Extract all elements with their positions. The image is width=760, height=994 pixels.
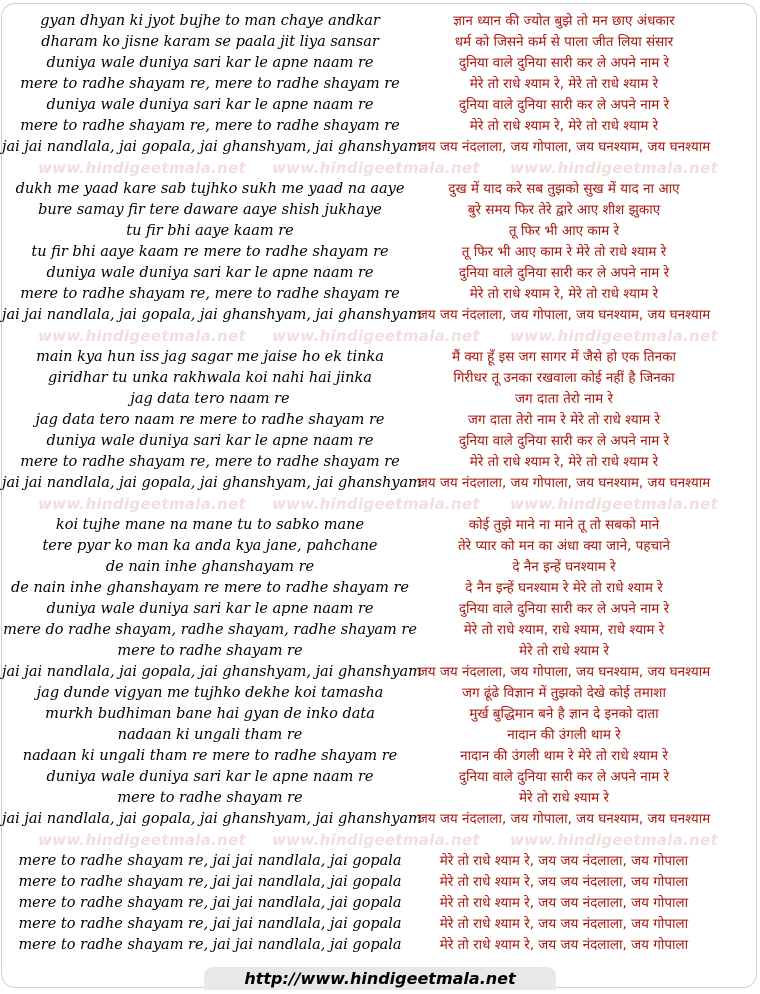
lyric-line bbox=[0, 599, 760, 620]
lyric-hindi: ज्ञान ध्यान की ज्योत बुझे तो मन छाए अंधकार bbox=[453, 13, 675, 29]
lyric-line bbox=[0, 95, 760, 116]
lyric-line bbox=[0, 662, 760, 683]
lyric-line bbox=[0, 74, 760, 95]
lyric-line bbox=[0, 452, 760, 473]
watermark-text: www.hindigeetmala.net bbox=[510, 159, 718, 177]
watermark-text: www.hindigeetmala.net bbox=[272, 495, 480, 513]
lyric-line bbox=[0, 809, 760, 830]
lyric-hindi: मेरे तो राधे श्याम रे, जय जय नंदलाला, जय गोपाला bbox=[439, 916, 689, 932]
lyric-hindi: जग दाता तेरो नाम रे मेरे तो राधे श्याम रे bbox=[467, 412, 661, 428]
lyric-english: jai jai nandlala, jai gopala, jai ghanshyam, jai ghanshyam bbox=[2, 664, 422, 680]
lyric-hindi: दे नैन इन्हें घनश्याम रे मेरे तो राधे श्याम रे bbox=[465, 580, 663, 596]
lyric-line bbox=[0, 473, 760, 494]
lyric-line bbox=[0, 767, 760, 788]
lyric-hindi: मुर्ख बुद्धिमान बने है ज्ञान दे इनको दाता bbox=[469, 706, 659, 722]
lyric-english: mere to radhe shayam re bbox=[117, 643, 303, 659]
lyric-line bbox=[0, 32, 760, 53]
lyric-english: nadaan ki ungali tham re bbox=[117, 727, 303, 743]
watermark-text: www.hindigeetmala.net bbox=[272, 159, 480, 177]
lyric-hindi: नादान की उंगली थाम रे bbox=[507, 727, 621, 743]
lyric-english: jag data tero naam re bbox=[130, 391, 290, 407]
lyric-hindi: दुनिया वाले दुनिया सारी कर ले अपने नाम रे bbox=[458, 97, 670, 113]
lyric-english: duniya wale duniya sari kar le apne naam re bbox=[46, 433, 374, 449]
lyric-english: jai jai nandlala, jai gopala, jai ghanshyam, jai ghanshyam bbox=[2, 475, 422, 491]
lyric-line bbox=[0, 641, 760, 662]
lyric-line bbox=[0, 515, 760, 536]
site-url-footer[interactable]: http://www.hindigeetmala.net bbox=[204, 967, 556, 990]
lyric-hindi: जय जय नंदलाला, जय गोपाला, जय घनश्याम, जय घनश्याम bbox=[417, 664, 711, 680]
lyric-english: gyan dhyan ki jyot bujhe to man chaye andkar bbox=[40, 13, 380, 29]
lyric-english: duniya wale duniya sari kar le apne naam re bbox=[46, 265, 374, 281]
watermark-text: www.hindigeetmala.net bbox=[38, 327, 246, 345]
lyric-hindi: जय जय नंदलाला, जय गोपाला, जय घनश्याम, जय घनश्याम bbox=[417, 139, 711, 155]
lyric-hindi: तू फिर भी आए काम रे मेरे तो राधे श्याम रे bbox=[461, 244, 667, 260]
lyric-hindi: दुनिया वाले दुनिया सारी कर ले अपने नाम रे bbox=[458, 769, 670, 785]
lyric-line bbox=[0, 179, 760, 200]
lyric-english: jai jai nandlala, jai gopala, jai ghanshyam, jai ghanshyam bbox=[2, 811, 422, 827]
lyric-line bbox=[0, 242, 760, 263]
lyric-english: jag data tero naam re mere to radhe shayam re bbox=[35, 412, 385, 428]
lyric-line bbox=[0, 872, 760, 893]
lyric-line bbox=[0, 914, 760, 935]
lyric-line bbox=[0, 11, 760, 32]
lyric-line bbox=[0, 620, 760, 641]
lyric-line bbox=[0, 410, 760, 431]
lyric-line bbox=[0, 116, 760, 137]
lyric-english: mere to radhe shayam re, jai jai nandlala, jai gopala bbox=[18, 895, 402, 911]
watermark-text: www.hindigeetmala.net bbox=[38, 495, 246, 513]
watermark-text: www.hindigeetmala.net bbox=[510, 495, 718, 513]
lyric-line bbox=[0, 851, 760, 872]
lyric-line bbox=[0, 53, 760, 74]
lyric-hindi: मेरे तो राधे श्याम रे bbox=[519, 790, 609, 806]
lyric-hindi: मैं क्या हूँ इस जग सागर में जैसे हो एक तिनका bbox=[451, 349, 677, 365]
lyric-hindi: दुख में याद करे सब तुझको सुख में याद ना आए bbox=[448, 181, 680, 197]
lyric-english: tu fir bhi aaye kaam re mere to radhe shayam re bbox=[31, 244, 389, 260]
lyric-hindi: दुनिया वाले दुनिया सारी कर ले अपने नाम रे bbox=[458, 265, 670, 281]
lyric-english: giridhar tu unka rakhwala koi nahi hai jinka bbox=[48, 370, 372, 386]
lyric-hindi: मेरे तो राधे श्याम रे bbox=[519, 643, 609, 659]
lyric-hindi: दुनिया वाले दुनिया सारी कर ले अपने नाम रे bbox=[458, 601, 670, 617]
lyric-line bbox=[0, 557, 760, 578]
lyric-english: de nain inhe ghanshayam re bbox=[105, 559, 315, 575]
lyric-english: koi tujhe mane na mane tu to sabko mane bbox=[55, 517, 365, 533]
lyric-english: dukh me yaad kare sab tujhko sukh me yaad na aaye bbox=[15, 181, 405, 197]
watermark-text: www.hindigeetmala.net bbox=[510, 327, 718, 345]
lyric-hindi: जय जय नंदलाला, जय गोपाला, जय घनश्याम, जय घनश्याम bbox=[417, 475, 711, 491]
lyric-line bbox=[0, 935, 760, 956]
lyric-hindi: मेरे तो राधे श्याम रे, जय जय नंदलाला, जय गोपाला bbox=[439, 937, 689, 953]
lyrics-body bbox=[0, 11, 760, 956]
lyric-line bbox=[0, 431, 760, 452]
lyric-line bbox=[0, 704, 760, 725]
watermark-text: www.hindigeetmala.net bbox=[272, 831, 480, 849]
lyric-english: mere do radhe shayam, radhe shayam, radhe shayam re bbox=[3, 622, 417, 638]
lyric-hindi: गिरीधर तू उनका रखवाला कोई नहीं है जिनका bbox=[453, 370, 675, 386]
lyric-hindi: दुनिया वाले दुनिया सारी कर ले अपने नाम रे bbox=[458, 55, 670, 71]
watermark-row bbox=[0, 326, 760, 347]
lyric-english: mere to radhe shayam re, jai jai nandlala, jai gopala bbox=[18, 874, 402, 890]
lyric-english: duniya wale duniya sari kar le apne naam re bbox=[46, 55, 374, 71]
lyric-english: bure samay fir tere daware aaye shish jukhaye bbox=[38, 202, 382, 218]
watermark-text: www.hindigeetmala.net bbox=[510, 831, 718, 849]
watermark-text: www.hindigeetmala.net bbox=[38, 831, 246, 849]
lyric-hindi: तू फिर भी आए काम रे bbox=[508, 223, 620, 239]
lyric-english: mere to radhe shayam re, jai jai nandlala, jai gopala bbox=[18, 853, 402, 869]
lyric-hindi: दुनिया वाले दुनिया सारी कर ले अपने नाम रे bbox=[458, 433, 670, 449]
lyric-hindi: धर्म को जिसने कर्म से पाला जीत लिया संसार bbox=[454, 34, 674, 50]
lyric-hindi: बुरे समय फिर तेरे द्वारे आए शीश झुकाए bbox=[467, 202, 661, 218]
lyric-english: murkh budhiman bane hai gyan de inko data bbox=[45, 706, 375, 722]
lyric-hindi: जग दाता तेरो नाम रे bbox=[515, 391, 613, 407]
lyric-line bbox=[0, 725, 760, 746]
lyric-hindi: मेरे तो राधे श्याम रे, जय जय नंदलाला, जय गोपाला bbox=[439, 895, 689, 911]
lyric-line bbox=[0, 389, 760, 410]
lyric-line bbox=[0, 263, 760, 284]
lyric-hindi: तेरे प्यार को मन का अंधा क्या जाने, पहचाने bbox=[457, 538, 671, 554]
lyric-english: duniya wale duniya sari kar le apne naam re bbox=[46, 769, 374, 785]
watermark-row bbox=[0, 158, 760, 179]
lyric-english: mere to radhe shayam re bbox=[117, 790, 303, 806]
lyric-english: dharam ko jisne karam se paala jit liya sansar bbox=[41, 34, 379, 50]
lyric-line bbox=[0, 746, 760, 767]
lyric-line bbox=[0, 347, 760, 368]
lyric-hindi: मेरे तो राधे श्याम, राधे श्याम, राधे श्याम रे bbox=[463, 622, 665, 638]
lyric-hindi: जय जय नंदलाला, जय गोपाला, जय घनश्याम, जय घनश्याम bbox=[417, 307, 711, 323]
lyric-line bbox=[0, 536, 760, 557]
lyric-line bbox=[0, 284, 760, 305]
lyric-english: mere to radhe shayam re, jai jai nandlala, jai gopala bbox=[18, 937, 402, 953]
lyric-hindi: मेरे तो राधे श्याम रे, जय जय नंदलाला, जय गोपाला bbox=[439, 853, 689, 869]
lyric-line bbox=[0, 305, 760, 326]
lyric-english: duniya wale duniya sari kar le apne naam re bbox=[46, 601, 374, 617]
lyric-english: mere to radhe shayam re, jai jai nandlala, jai gopala bbox=[18, 916, 402, 932]
lyric-english: nadaan ki ungali tham re mere to radhe shayam re bbox=[22, 748, 398, 764]
lyric-english: mere to radhe shayam re, mere to radhe shayam re bbox=[20, 118, 400, 134]
lyric-english: duniya wale duniya sari kar le apne naam re bbox=[46, 97, 374, 113]
lyric-hindi: जग ढूंढे विज्ञान में तुझको देखे कोई तमाशा bbox=[462, 685, 666, 701]
lyric-hindi: नादान की उंगली थाम रे मेरे तो राधे श्याम रे bbox=[460, 748, 668, 764]
lyric-english: mere to radhe shayam re, mere to radhe shayam re bbox=[20, 454, 400, 470]
lyric-english: jai jai nandlala, jai gopala, jai ghanshyam, jai ghanshyam bbox=[2, 307, 422, 323]
lyric-english: jai jai nandlala, jai gopala, jai ghanshyam, jai ghanshyam bbox=[2, 139, 422, 155]
lyric-english: tere pyar ko man ka anda kya jane, pahchane bbox=[42, 538, 378, 554]
lyric-english: mere to radhe shayam re, mere to radhe shayam re bbox=[20, 76, 400, 92]
lyric-line bbox=[0, 221, 760, 242]
lyric-line bbox=[0, 368, 760, 389]
lyric-english: main kya hun iss jag sagar me jaise ho ek tinka bbox=[36, 349, 384, 365]
lyric-line bbox=[0, 200, 760, 221]
lyric-hindi: कोई तुझे माने ना माने तू तो सबको माने bbox=[468, 517, 660, 533]
lyric-english: mere to radhe shayam re, mere to radhe shayam re bbox=[20, 286, 400, 302]
watermark-text: www.hindigeetmala.net bbox=[38, 159, 246, 177]
lyric-hindi: मेरे तो राधे श्याम रे, मेरे तो राधे श्याम रे bbox=[469, 454, 659, 470]
lyric-hindi: मेरे तो राधे श्याम रे, मेरे तो राधे श्याम रे bbox=[469, 286, 659, 302]
lyric-english: tu fir bhi aaye kaam re bbox=[126, 223, 294, 239]
lyric-hindi: मेरे तो राधे श्याम रे, मेरे तो राधे श्याम रे bbox=[469, 76, 659, 92]
lyric-english: jag dunde vigyan me tujhko dekhe koi tamasha bbox=[36, 685, 384, 701]
watermark-row bbox=[0, 830, 760, 851]
lyric-english: de nain inhe ghanshayam re mere to radhe shayam re bbox=[10, 580, 410, 596]
lyric-line bbox=[0, 683, 760, 704]
lyric-hindi: मेरे तो राधे श्याम रे, मेरे तो राधे श्याम रे bbox=[469, 118, 659, 134]
lyric-hindi: दे नैन इन्हें घनश्याम रे bbox=[512, 559, 616, 575]
lyric-hindi: मेरे तो राधे श्याम रे, जय जय नंदलाला, जय गोपाला bbox=[439, 874, 689, 890]
watermark-text: www.hindigeetmala.net bbox=[272, 327, 480, 345]
lyric-line bbox=[0, 788, 760, 809]
lyric-line bbox=[0, 137, 760, 158]
lyric-line bbox=[0, 893, 760, 914]
lyric-line bbox=[0, 578, 760, 599]
lyric-hindi: जय जय नंदलाला, जय गोपाला, जय घनश्याम, जय घनश्याम bbox=[417, 811, 711, 827]
watermark-row bbox=[0, 494, 760, 515]
